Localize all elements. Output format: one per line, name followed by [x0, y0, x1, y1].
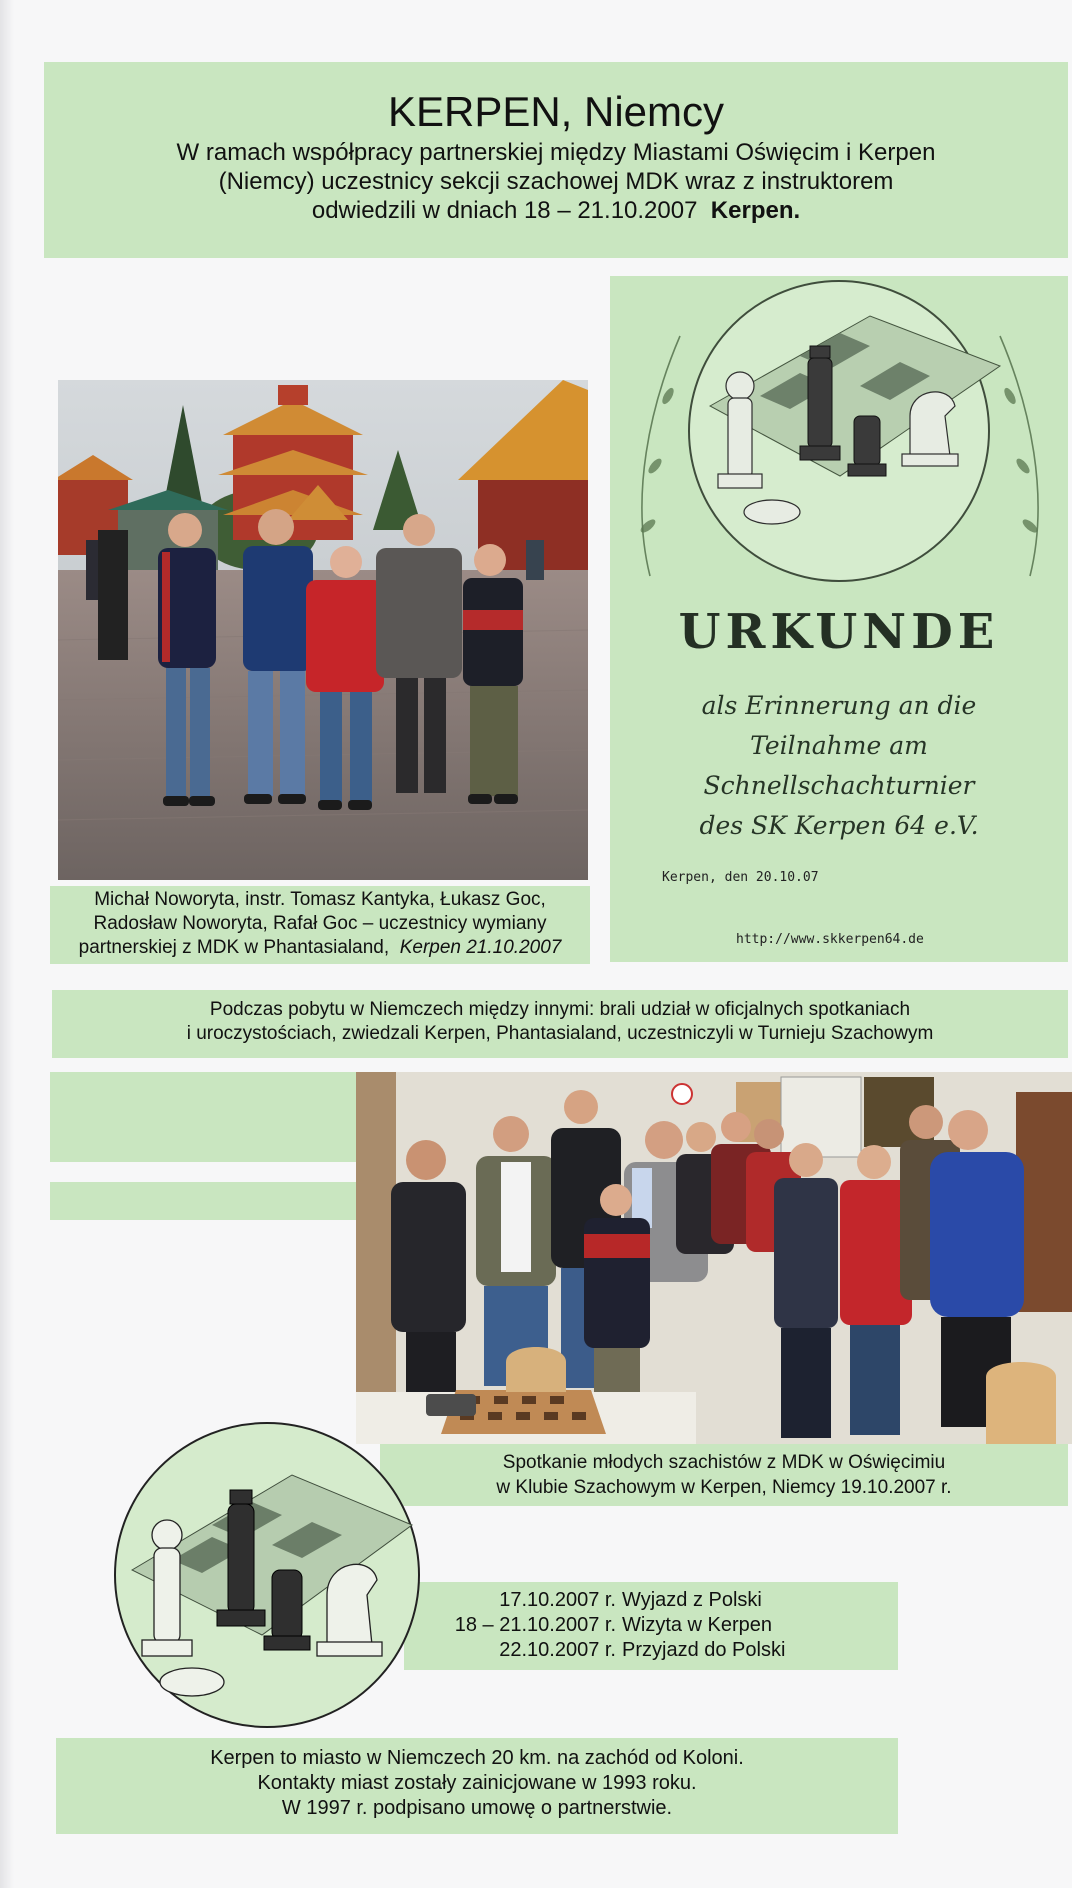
chess-pieces-emblem	[112, 1420, 422, 1730]
certificate-line-2: Teilnahme am	[750, 731, 928, 760]
stay-description	[52, 990, 1068, 1058]
stay-line-2: i uroczystościach, zwiedzali Kerpen, Phantasialand, uczestniczyli w Turnieju Szachowym	[186, 1023, 934, 1044]
itinerary-row	[404, 1638, 898, 1663]
caption1-line-1: Michał Noworyta, instr. Tomasz Kantyka, Łukasz Goc,	[94, 889, 546, 910]
itinerary-text: Wyjazd z Polski	[622, 1589, 762, 1611]
city-info-panel	[56, 1738, 898, 1834]
caption1-line-3-italic: Kerpen 21.10.2007	[399, 937, 562, 958]
header-line-2: (Niemcy) uczestnicy sekcji szachowej MDK wraz z instruktorem	[218, 168, 894, 195]
itinerary-date: 18 – 21.10.2007 r.	[454, 1614, 616, 1636]
certificate-chess-emblem	[610, 276, 1068, 606]
header-text	[44, 138, 1068, 225]
chess-club-caption	[380, 1444, 1068, 1506]
phantasialand-photo-drawing	[58, 380, 588, 880]
decorative-green-bar-1	[50, 1072, 356, 1162]
footer-line-2: Kontakty miast zostały zainicjowane w 1993 roku.	[257, 1772, 697, 1794]
decorative-green-bar-2	[50, 1182, 356, 1220]
certificate-line-4: des SK Kerpen 64 e.V.	[699, 811, 979, 840]
itinerary-row	[404, 1613, 898, 1638]
stay-line-1: Podczas pobytu w Niemczech między innymi: brali udział w oficjalnych spotkaniach	[209, 999, 911, 1020]
footer-line-3: W 1997 r. podpisano umowę o partnerstwie.	[281, 1797, 673, 1819]
caption2-line-2: w Klubie Szachowym w Kerpen, Niemcy 19.10.2007 r.	[496, 1477, 952, 1498]
phantasialand-caption	[50, 886, 590, 964]
caption1-line-3	[50, 936, 590, 960]
itinerary-text: Przyjazd do Polski	[622, 1639, 786, 1661]
certificate-urkunde	[610, 276, 1068, 962]
header-line-3-bold: Kerpen.	[710, 197, 801, 224]
chess-club-photo-drawing	[356, 1072, 1072, 1444]
chess-club-group-photo	[356, 1072, 1072, 1444]
certificate-date: Kerpen, den 20.10.07	[662, 870, 819, 885]
header-panel	[44, 62, 1068, 258]
header-line-3	[44, 196, 1068, 225]
page-edge	[0, 0, 14, 1888]
itinerary-row	[404, 1588, 898, 1613]
certificate-text	[610, 686, 1068, 846]
header-line-3-text: odwiedzili w dniach 18 – 21.10.2007	[311, 197, 698, 224]
header-line-1: W ramach współpracy partnerskiej między Miastami Oświęcim i Kerpen	[176, 139, 936, 166]
footer-line-1: Kerpen to miasto w Niemczech 20 km. na zachód od Koloni.	[210, 1747, 744, 1769]
caption1-line-2: Radosław Noworyta, Rafał Goc – uczestnicy wymiany	[93, 913, 547, 934]
caption2-line-1: Spotkanie młodych szachistów z MDK w Oświęcimiu	[502, 1452, 946, 1473]
itinerary-date: 17.10.2007 r.	[499, 1589, 616, 1611]
page-title: KERPEN, Niemcy	[387, 88, 725, 135]
certificate-title: URKUNDE	[678, 604, 1000, 660]
certificate-line-1: als Erinnerung an die	[701, 691, 977, 720]
phantasialand-group-photo	[58, 380, 588, 880]
itinerary-panel	[404, 1582, 898, 1670]
itinerary-date: 22.10.2007 r.	[499, 1639, 616, 1661]
caption1-line-3-text: partnerskiej z MDK w Phantasialand,	[78, 937, 390, 958]
certificate-url: http://www.skkerpen64.de	[736, 932, 924, 947]
itinerary-text: Wizyta w Kerpen	[622, 1614, 773, 1636]
certificate-line-3: Schnellschachturnier	[703, 771, 975, 800]
